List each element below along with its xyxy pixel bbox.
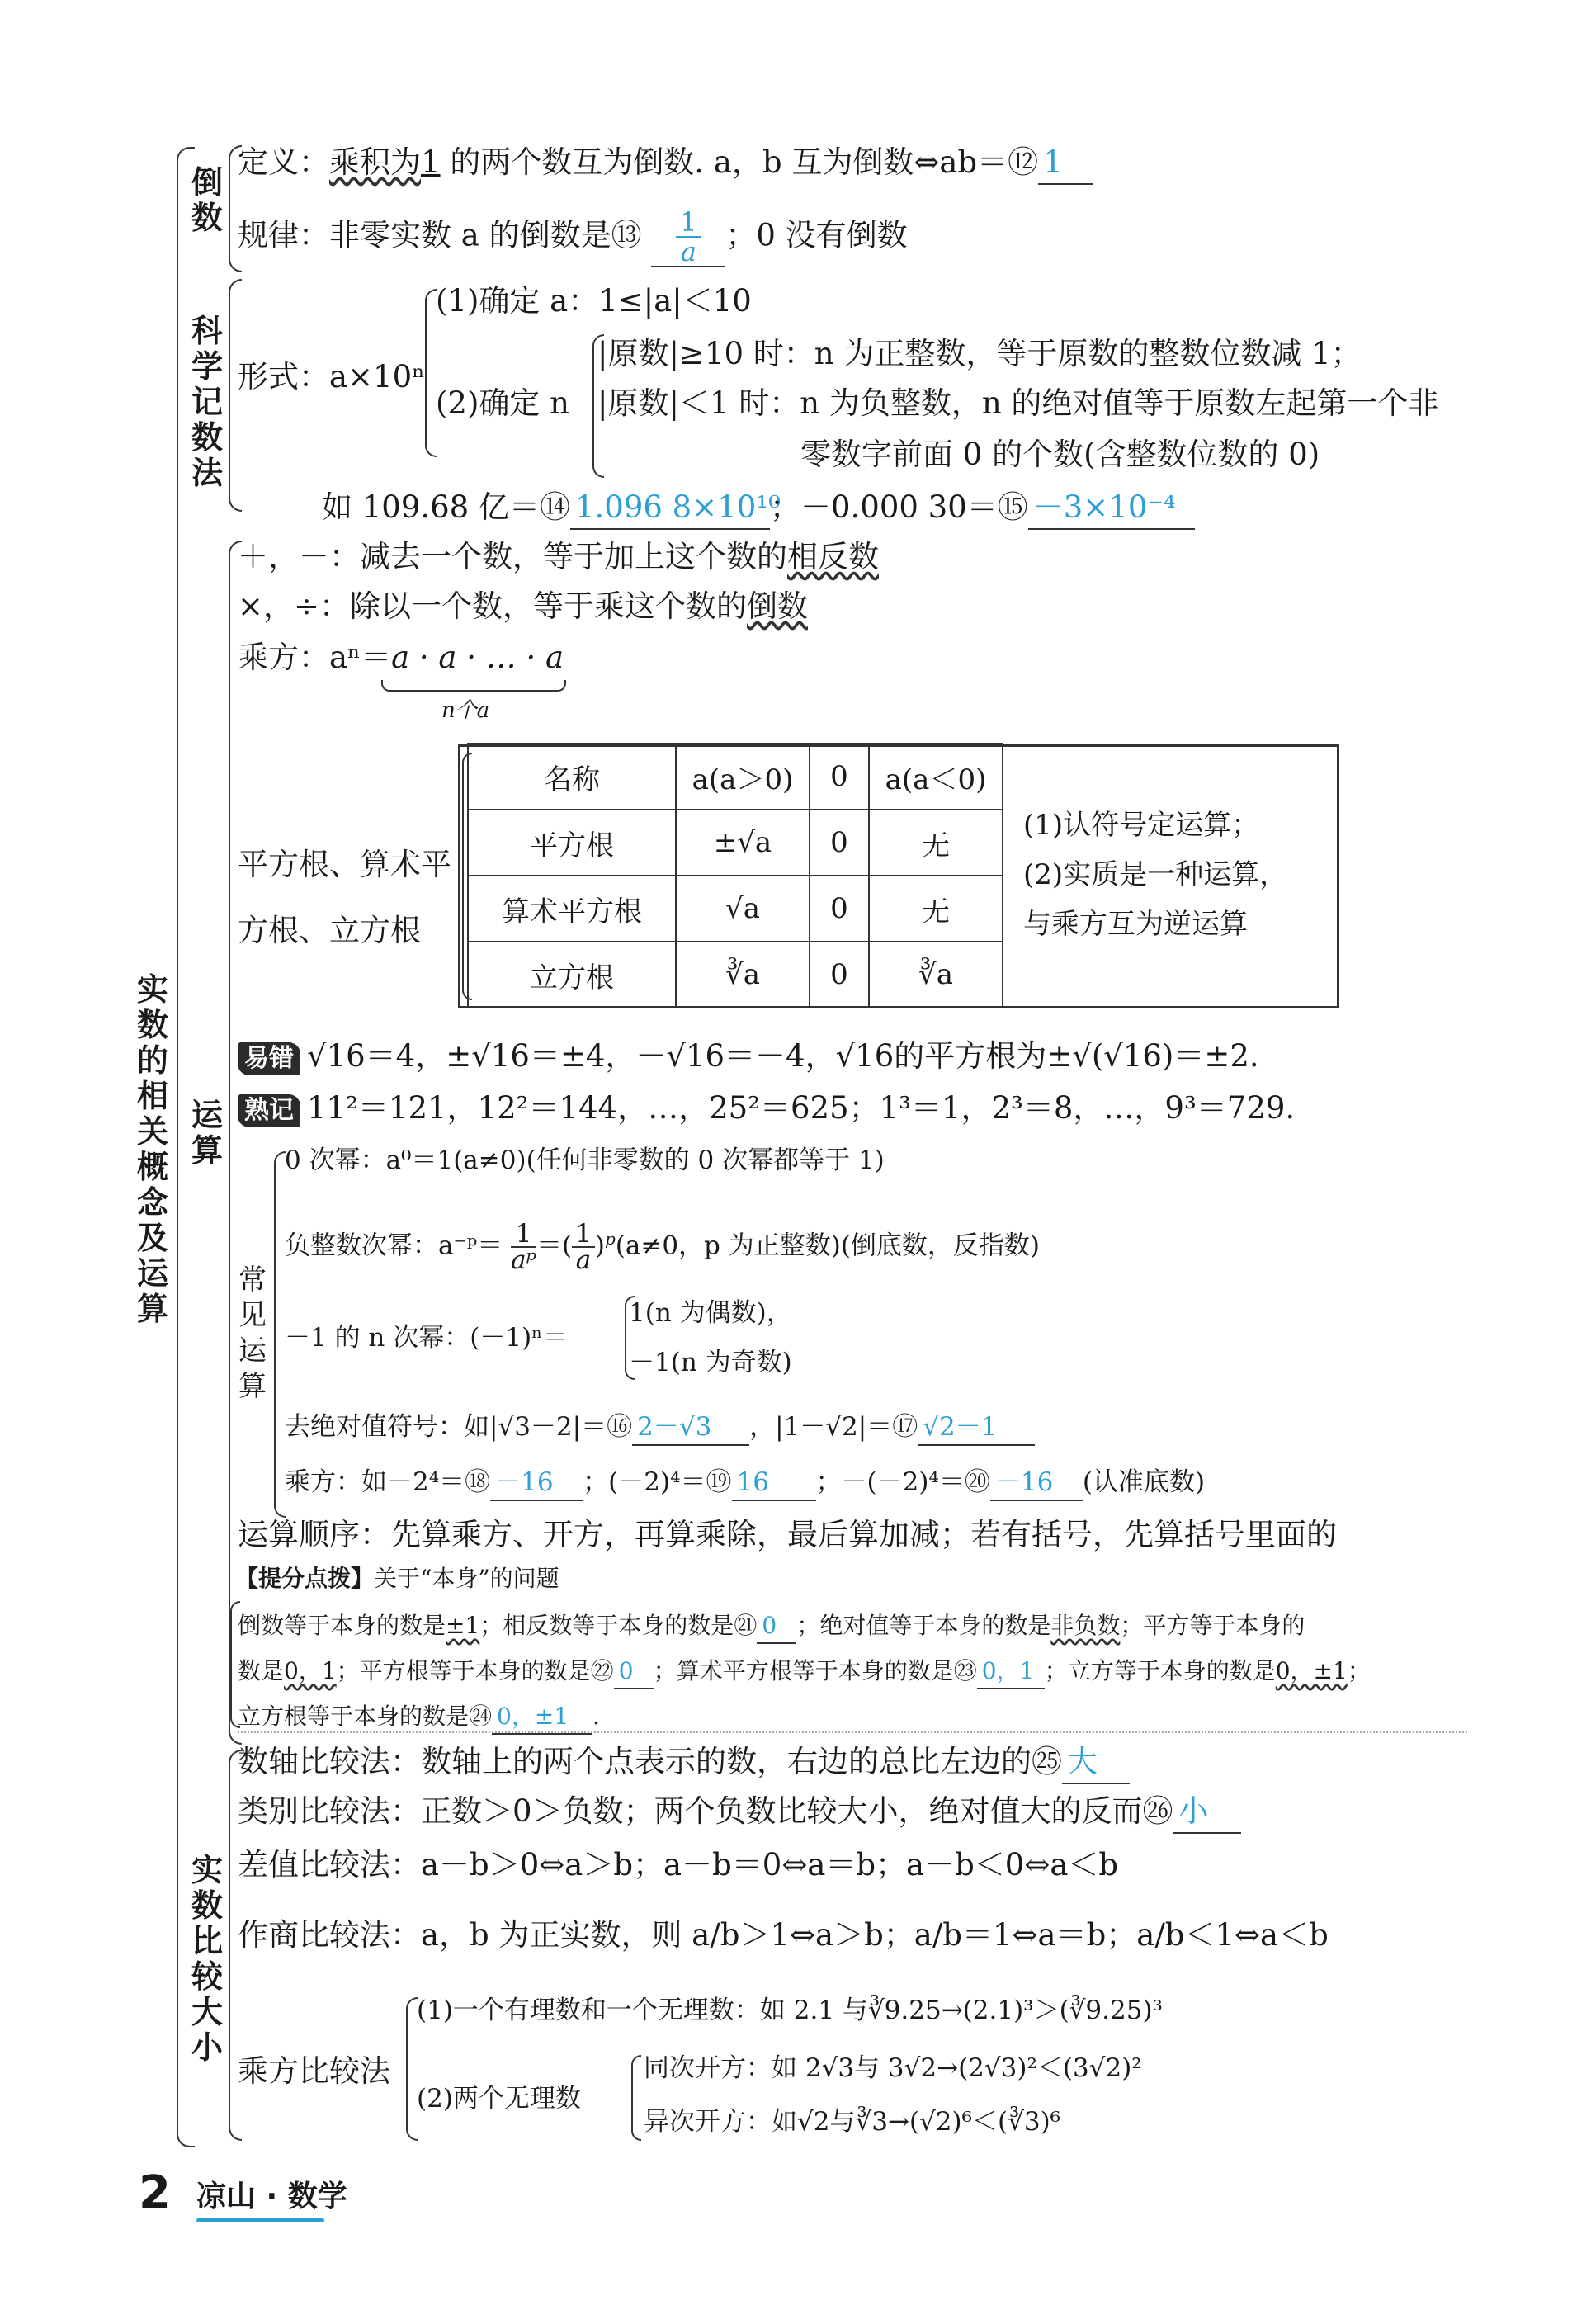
memorize-line: 熟记 11²＝121，12²＝144，…，25²＝625；1³＝1，2³＝8，…，9³＝729. [238, 1088, 1295, 1129]
scientific-case2: |原数|＜1 时：n 为负整数，n 的绝对值等于原数左起第一个非 [597, 385, 1439, 421]
minus-one-odd: －1(n 为奇数) [629, 1348, 792, 1377]
scientific-example: 如 109.68 亿＝⑭ 1.096 8×10¹⁰；－0.000 30＝⑮ －3×10⁻⁴ [322, 487, 1195, 530]
scientific-sub-brace [425, 289, 437, 457]
roots-note: (1)认符号定运算； (2)实质是一种运算， 与乘方互为逆运算 [1023, 809, 1288, 941]
easy-mistake-tag: 易错 [238, 1042, 300, 1075]
scientific-case2b: 零数字前面 0 的个数(含整数位数的 0) [800, 437, 1320, 472]
section-operations: 运算 [191, 1097, 223, 1169]
answer-13: $\frac{1}{a}$ [651, 208, 725, 267]
page-number: 2 [139, 2166, 171, 2220]
operation-order: 运算顺序：先算乘方、开方，再算乘除，最后算加减；若有括号，先算括号里面的 [238, 1517, 1337, 1552]
tip-bottom-border [238, 1731, 1467, 1733]
answer-23: 0，1 [977, 1655, 1045, 1689]
table-cell: 无 [869, 876, 1003, 942]
section-scientific: 科学记数法 [191, 313, 223, 491]
footer-title: 凉山 · 数学 [196, 2180, 347, 2213]
answer-15: －3×10⁻⁴ [1028, 487, 1195, 530]
answer-12: 1 [1038, 142, 1093, 185]
compare-axis: 数轴比较法：数轴上的两个点表示的数，右边的总比左边的㉕ 大 [238, 1741, 1130, 1784]
compare-quotient: 作商比较法：a，b 为正实数，则 a/b＞1⇔a＞b；a/b＝1⇔a＝b；a/b＜1⇔a＜b [238, 1917, 1329, 1953]
compare-power-2: (2)两个无理数 [417, 2084, 581, 2114]
answer-26: 小 [1173, 1791, 1241, 1834]
roots-table-head [468, 744, 1003, 810]
table-head-cell: 0 [810, 744, 869, 810]
section-common: 常见运算 [238, 1264, 267, 1403]
roots-label: 平方根、算术平 方根、立方根 [238, 847, 451, 948]
table-cell: ∛a [869, 942, 1003, 1008]
compare-power-2a: 同次开方：如 2√3与 3√2→(2√3)²＜(3√2)² [644, 2053, 1142, 2083]
circle-13: ⑬ [611, 217, 642, 253]
roots-table [467, 743, 1003, 1008]
compare-power-brace [406, 1997, 418, 2141]
table-row [468, 942, 1003, 1008]
op-muldiv: ×，÷：除以一个数，等于乘这个数的倒数 [238, 588, 809, 624]
circle-12: ⑫ [1008, 144, 1039, 180]
table-cell: 0 [810, 810, 869, 876]
compare-power-2-brace [631, 2055, 641, 2141]
table-cell: 算术平方根 [468, 876, 676, 942]
answer-14: 1.096 8×10¹⁰ [570, 487, 770, 530]
circle-15: ⑮ [997, 489, 1028, 525]
minus-one-power: －1 的 n 次幂：(－1)ⁿ＝ [285, 1323, 569, 1353]
table-cell: 平方根 [468, 810, 676, 876]
compare-difference: 差值比较法：a－b＞0⇔a＞b；a－b＝0⇔a＝b；a－b＜0⇔a＜b [238, 1847, 1119, 1882]
easy-mistake-line: 易错 √16＝4，±√16＝±4，－√16＝－4，√16的平方根为±√(√16)＝±2. [238, 1036, 1259, 1077]
table-cell: ±√a [676, 810, 810, 876]
table-cell: 立方根 [468, 942, 676, 1008]
op-addsub: ＋，－：减去一个数，等于加上这个数的相反数 [238, 539, 879, 574]
answer-20: －16 [990, 1465, 1083, 1501]
minus-one-even: 1(n 为偶数)， [629, 1298, 792, 1328]
table-head-cell: a(a＜0) [869, 744, 1003, 810]
answer-22: 0 [614, 1655, 654, 1689]
table-cell: √a [676, 876, 810, 942]
answer-17: √2－1 [918, 1410, 1035, 1446]
tip-line-1: 倒数等于本身的数是±1；相反数等于本身的数是㉑ 0 ；绝对值等于本身的数是非负数；平方等于本身的 [238, 1609, 1305, 1644]
memorize-tag: 熟记 [238, 1094, 300, 1127]
compare-power-label: 乘方比较法 [238, 2053, 390, 2089]
power-underbrace [381, 680, 566, 692]
negative-power: 负整数次幂：a⁻ᵖ＝ $\frac{1}{\text{aᵖ}}$ ＝( $\frac{1}{a}$ )$^p$(a≠0，p 为正整数)(倒底数，反指数) [285, 1219, 1041, 1275]
abs-value: 去绝对值符号：如|√3－2|＝⑯ 2－√3 ，|1－√2|＝⑰ √2－1 [285, 1410, 1035, 1446]
answer-24: 0，±1 [492, 1700, 592, 1735]
table-head-cell: a(a＞0) [676, 744, 810, 810]
answer-21: 0 [757, 1609, 796, 1644]
table-cell: 0 [810, 876, 869, 942]
zero-power: 0 次幂：a⁰＝1(a≠0)(任何非零数的 0 次幂都等于 1) [285, 1145, 885, 1175]
footer-accent-line [196, 2218, 324, 2222]
compare-power-1: (1)一个有理数和一个无理数：如 2.1 与∛9.25→(2.1)³＞(∛9.25)³ [417, 1996, 1163, 2025]
section-compare: 实数比较大小 [191, 1852, 223, 2066]
reciprocal-definition: 定义：乘积为1 的两个数互为倒数. a，b 互为倒数⇔ab＝⑫ 1 [238, 142, 1093, 185]
common-brace [274, 1151, 286, 1518]
compare-category: 类别比较法：正数＞0＞负数；两个负数比较大小，绝对值大的反而㉖ 小 [238, 1791, 1241, 1834]
scientific-form: 形式：a×10ⁿ [238, 359, 426, 394]
scientific-case1: |原数|≥10 时：n 为正整数，等于原数的整数位数减 1； [597, 336, 1362, 371]
power-examples: 乘方：如－2⁴＝⑱ －16 ；(－2)⁴＝⑲ 16 ；－(－2)⁴＝⑳ －16 (认准底数) [285, 1465, 1205, 1501]
section-reciprocal: 倒数 [191, 164, 223, 236]
power-underbrace-label: n个a [441, 698, 490, 723]
scientific-step2: (2)确定 n [436, 385, 570, 421]
tip-line-2: 数是0，1；平方根等于本身的数是㉒ 0 ；算术平方根等于本身的数是㉓ 0，1 ；立方等于本身的数是0，±1； [238, 1655, 1371, 1689]
answer-16: 2－√3 [632, 1410, 749, 1446]
compare-power-2b: 异次开方：如√2与∛3→(√2)⁶＜(∛3)⁶ [644, 2107, 1061, 2137]
main-title: 实数的相关概念及运算 [136, 971, 168, 1327]
circle-14: ⑭ [540, 489, 570, 525]
table-row [468, 876, 1003, 942]
tip-heading: 【提分点拨】关于“本身”的问题 [235, 1565, 559, 1592]
tip-line-3: 立方根等于本身的数是㉔ 0，±1 . [238, 1700, 600, 1735]
scientific-step1: (1)确定 a：1≤|a|＜10 [436, 283, 752, 319]
answer-19: 16 [732, 1465, 816, 1501]
answer-18: －16 [490, 1465, 583, 1501]
table-head-cell: 名称 [468, 744, 676, 810]
table-row [468, 810, 1003, 876]
reciprocal-rule: 规律：非零实数 a 的倒数是⑬ $\frac{1}{a}$ ；0 没有倒数 [238, 206, 908, 267]
table-cell: ∛a [676, 942, 810, 1008]
table-cell: 无 [869, 810, 1003, 876]
table-cell: 0 [810, 942, 869, 1008]
answer-25: 大 [1062, 1741, 1130, 1784]
op-power: 乘方：aⁿ＝a · a · … · a [238, 640, 564, 675]
